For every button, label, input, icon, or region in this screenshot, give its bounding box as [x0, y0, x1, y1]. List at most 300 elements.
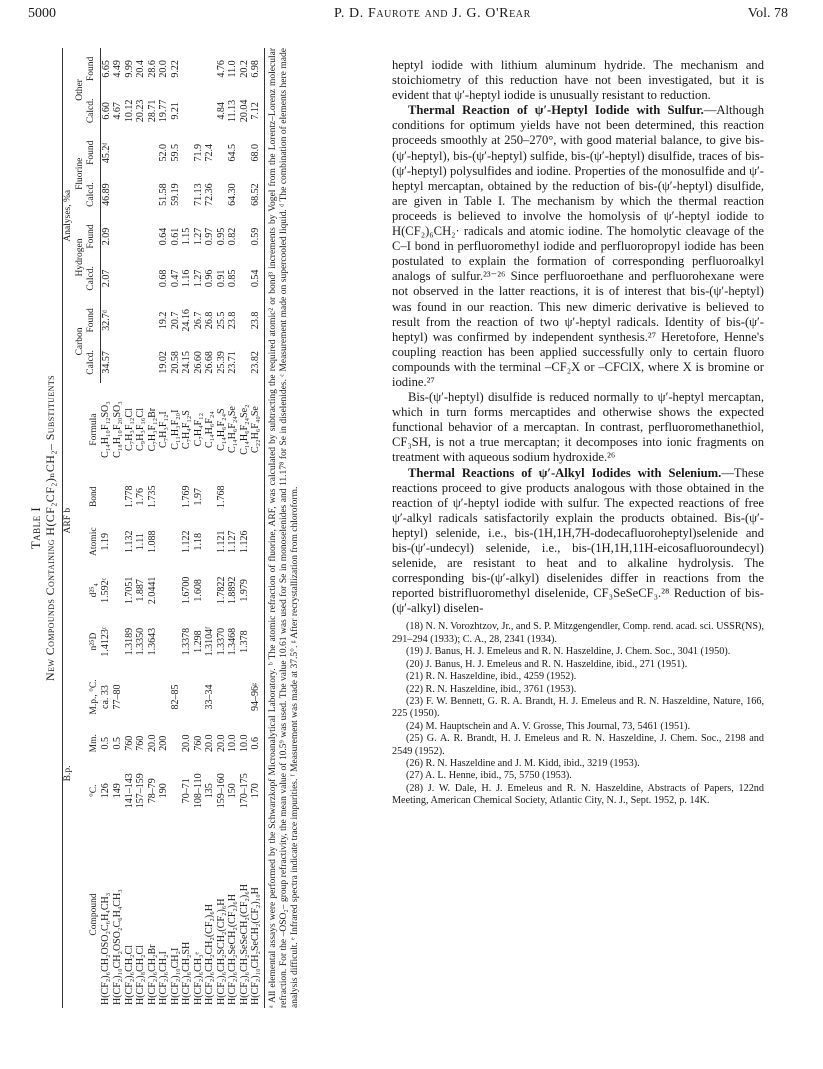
reference-item: (25) G. A. R. Brandt, H. J. Emeleus and R. N. Haszeldine, J. Chem. Soc., 2198 and 2549 (1952). [392, 733, 764, 757]
cell-compound: H(CF₂)₆CH₂I [158, 951, 169, 1005]
cell-nd: 1.4123ᶜ [100, 626, 112, 657]
table-row [227, 48, 239, 1008]
col-found: Found [86, 216, 100, 258]
cell-f-found [239, 132, 251, 174]
cell-mp: 82–85 [169, 684, 181, 710]
cell-formula: C₇H₄F₁₂ [192, 412, 204, 447]
col-bp-group: B.p. [63, 765, 73, 782]
cell-d: 1.7822 [215, 576, 227, 605]
cell-nd [158, 615, 170, 668]
reference-item: (21) R. N. Haszeldine, ibid., 4259 (1952). [406, 671, 577, 683]
cell-f-found [181, 132, 193, 174]
paragraph-selenium-text: —These reactions proceed to give products analogous with those obtained in the reaction of ψ′-heptyl iodide with sulfur. The expected reactions of free ψ′-alkyl radicals satisfactorily explain the products obtained. Bis-(ψ′-heptyl) selenide, i.e., bis-(1H,1H,7H-dodecafluoroheptyl)selenide and bis-(ψ′-undecyl) selenide, i.e., bis-(1H,1H,11H-eicosafluoroundecyl) selenide, are resistant to heat and to alkaline hydrolysis. The corresponding bis-(ψ′-alkyl) diselenides differ in reactions from the reported bistrifluoromethyl diselenide, CF₃SeSeCF₃.²⁸ Reduction of bis-(ψ′-alkyl) diselen- [392, 465, 764, 616]
cell-formula: C₇H₃F₁₂Br [146, 407, 158, 452]
cell-mp: 33–34 [204, 684, 215, 710]
table-title: Table I [28, 506, 43, 550]
cell-o-calcd [181, 90, 193, 132]
cell-atomic: 1.088 [146, 530, 158, 553]
cell-compound: H(CF₂)₆CH₂CH₂(CF₂)₆H [204, 904, 215, 1005]
cell-atomic: 1.18 [192, 532, 204, 551]
cell-o-calcd: 9.21 [169, 102, 181, 120]
cell-c-found: 23.8 [227, 311, 238, 330]
cell-mp: ca. 33 [100, 685, 112, 709]
col-calcd: Calcd. [86, 174, 100, 216]
cell-mp [239, 668, 251, 726]
text-column [392, 58, 764, 808]
cell-h-found: 0.59 [250, 216, 264, 258]
cell-o-calcd: 4.67 [112, 102, 123, 120]
col-found: Found [86, 48, 100, 90]
cell-c-found [124, 299, 136, 341]
col-bp-mm: Mm. [88, 734, 99, 753]
cell-bond: 1.76 [135, 488, 146, 506]
table-row [158, 48, 170, 1008]
cell-mm: 20.0 [146, 734, 158, 752]
cell-bp: 190 [158, 783, 169, 799]
cell-c-found: 25.5 [215, 311, 227, 330]
cell-formula: C₇H₃F₁₂Cl [123, 408, 135, 452]
cell-nd [170, 615, 182, 668]
table-row [147, 48, 159, 1008]
cell-o-found: 9.22 [169, 60, 181, 78]
cell-h-calcd: 0.85 [227, 269, 238, 288]
cell-atomic: 1.132 [123, 530, 135, 553]
cell-bond: 1.768 [215, 485, 227, 508]
cell-h-calcd [135, 257, 147, 299]
col-nd: n²⁵D [88, 632, 99, 651]
cell-d [204, 566, 216, 615]
cell-f-found: 59.5 [169, 144, 181, 162]
cell-c-found: 26.8 [204, 311, 215, 330]
cell-o-calcd: 19.77 [158, 99, 169, 123]
table-row [112, 48, 124, 1008]
paragraph-continuation: heptyl iodide with lithium aluminum hydride. The mechanism and stoichiometry of this reduction have not been investigated, but it is evident that ψ′-heptyl iodide is unusually resistant to reduction. [392, 58, 764, 103]
cell-o-found: 6.98 [250, 48, 264, 90]
cell-o-found: 20.0 [158, 60, 169, 78]
col-mp: M.p., °C. [88, 679, 99, 715]
col-calcd: Calcd. [86, 90, 100, 132]
col-formula: Formula [88, 413, 99, 446]
table-row [193, 48, 205, 1008]
cell-mm: 20.0 [181, 734, 192, 752]
cell-h-found: 0.64 [158, 227, 169, 246]
cell-mm: 760 [135, 735, 146, 751]
cell-nd: 1.3643 [146, 627, 158, 656]
reference-item: (24) M. Hauptschein and A. V. Grosse, This Journal, 73, 5461 (1951). [406, 720, 691, 732]
cell-o-found: 4.49 [112, 60, 123, 78]
cell-c-calcd [239, 341, 251, 383]
references-list [392, 621, 764, 807]
cell-c-calcd: 20.58 [169, 351, 181, 374]
cell-formula: C₁₄H₆F₂₄Se₂ [238, 404, 250, 455]
cell-atomic: 1.19 [100, 532, 112, 551]
cell-compound: H(CF₂)₆CH₂Cl [123, 945, 135, 1005]
cell-d [170, 566, 182, 615]
cell-h-calcd: 0.54 [250, 257, 264, 299]
cell-compound: H(CF₂)₆CH₂SeCH₂(CF₂)₆H [227, 894, 238, 1005]
page-header [28, 6, 788, 30]
cell-o-calcd [193, 90, 205, 132]
cell-f-calcd: 64.30 [227, 183, 238, 206]
table-footnote: ᵃ All elemental assays were performed by the Schwarzkopf Microanalytical Laboratory. ᵇ The atomic refraction of fluorine, ARF, was calculated by subtracting the required atomic² or bond³ increments by Vogel from the Lorentz–Lorenz molecular refraction. For the –OSO₂– group refractivity, the mean value of 10.5⁹ was used. The value 10.61 was used for Se in monoselenides and 11.17⁸ for Se in diselenides. ᶜ Measurement made on supercooled liquid. ᵈ The combination of elements here made analysis difficult. ᵉ Infrared spectra indicate trace impurities. ᶠ Measurement was made at 37.5°. ᵍ After recrystallization from chloroform. [267, 48, 300, 1008]
cell-bp: 159–160 [215, 773, 227, 809]
cell-mm: 0.6 [250, 726, 264, 761]
cell-mp [181, 668, 193, 726]
table-row [124, 48, 136, 1008]
reference-item: (27) A. L. Henne, ibid., 75, 5750 (1953). [406, 770, 572, 782]
cell-h-found: 2.09 [100, 227, 112, 246]
table-row [170, 48, 182, 1008]
cell-f-calcd [147, 174, 159, 216]
cell-bond [204, 476, 216, 518]
cell-bp: 149 [112, 783, 123, 799]
col-ar-atomic: Atomic [88, 527, 99, 556]
cell-bp: 70–71 [181, 778, 192, 804]
cell-formula: C₁₄H₁₀F₁₂SO₃ [100, 401, 112, 458]
cell-d: 1.8892 [227, 576, 238, 605]
cell-compound: H(CF₂)₆CH₂SH [181, 941, 192, 1005]
cell-formula: C₂₂H₆F₄₀Se [250, 383, 264, 475]
cell-atomic [158, 518, 170, 566]
cell-o-calcd: 6.60 [100, 102, 112, 120]
cell-h-calcd: 0.47 [169, 269, 181, 288]
cell-f-calcd [124, 174, 136, 216]
cell-h-calcd: 1.16 [181, 269, 192, 288]
cell-mm: 760 [192, 735, 204, 751]
cell-d: 1.608 [192, 579, 204, 602]
cell-mp [193, 668, 205, 726]
cell-o-calcd: 20.04 [238, 99, 250, 123]
table-body [100, 48, 264, 1008]
cell-nd [112, 615, 124, 668]
cell-bp: 141–143 [123, 773, 135, 809]
cell-bond: 1.769 [181, 485, 192, 508]
table-caption: New Compounds Containing H(CF₂CF₂)ₙCH₂– Substituents [43, 375, 57, 681]
cell-c-calcd: 34.57 [100, 351, 112, 374]
cell-f-calcd [181, 174, 193, 216]
cell-c-calcd [124, 341, 136, 383]
cell-mm: 200 [158, 735, 169, 751]
table-row [181, 48, 193, 1008]
cell-o-found: 20.2 [238, 60, 250, 78]
cell-mm: 0.5 [100, 736, 112, 750]
cell-bp: 157–159 [135, 773, 146, 809]
reference-item: (18) N. N. Vorozhtzov, Jr., and S. P. Mitzgengendler, Comp. rend. acad. sci. USSR(NS), 291–294 (1933); C. A., 28, 2341 (1934). [392, 621, 764, 645]
cell-f-calcd: 72.36 [204, 183, 215, 206]
cell-d: 1.6700 [181, 576, 192, 605]
cell-mm [170, 726, 182, 761]
cell-compound: H(CF₂)₁₀CH₂SeCH₂(CF₂)₁₀H [250, 821, 264, 1008]
cell-bond [227, 476, 239, 518]
paragraph-disulfide: Bis-(ψ′-heptyl) disulfide is reduced normally to ψ′-heptyl mercaptan, which in turn forms mercaptides and otherwise shows the expected functional behavior of a mercaptan. In contrast, perfluoromethanethiol, CF₃SH, is not a true mercaptan; it decomposes into ionic fragments on treatment with aqueous sodium hydroxide.²⁶ [392, 390, 764, 465]
cell-atomic: 1.121 [215, 530, 227, 553]
cell-h-found: 0.97 [204, 227, 215, 246]
cell-h-calcd: 0.68 [158, 269, 169, 288]
cell-mp [135, 668, 147, 726]
cell-c-calcd: 23.82 [250, 341, 264, 383]
cell-c-found [147, 299, 159, 341]
cell-mp: 94–96ᵍ [250, 668, 264, 726]
cell-c-calcd: 24.15 [181, 351, 192, 374]
cell-bond [170, 476, 182, 518]
cell-bp: 126 [100, 783, 112, 799]
cell-atomic [112, 518, 124, 566]
cell-o-found: 9.99 [123, 60, 135, 78]
cell-f-found: 68.0 [250, 132, 264, 174]
cell-h-found [239, 216, 251, 258]
cell-formula: C₁₄H₆F₂₄ [204, 411, 215, 449]
cell-c-calcd: 26.60 [192, 351, 204, 374]
cell-o-calcd: 28.71 [146, 99, 158, 123]
cell-f-found [124, 132, 136, 174]
section-heading-sulfur: Thermal Reaction of ψ′-Heptyl Iodide with Sulfur. [408, 103, 704, 118]
cell-f-calcd [135, 174, 147, 216]
cell-f-found [216, 132, 228, 174]
cell-c-calcd: 25.39 [215, 351, 227, 374]
cell-f-calcd [239, 174, 251, 216]
cell-c-found: 19.2 [158, 311, 169, 330]
col-density: d²⁵₄ [88, 583, 99, 598]
cell-bp: 170–175 [238, 773, 250, 809]
cell-c-found [135, 299, 147, 341]
cell-mp [124, 668, 136, 726]
cell-c-calcd: 19.02 [158, 351, 169, 374]
cell-h-found [147, 216, 159, 258]
volume-label: Vol. 78 [747, 6, 788, 21]
cell-h-found: 1.15 [181, 227, 192, 246]
cell-nd: 1.3189 [123, 627, 135, 656]
cell-nd [250, 615, 264, 668]
cell-atomic [204, 518, 216, 566]
cell-h-found [112, 216, 124, 258]
col-carbon: Carbon [74, 327, 85, 356]
cell-o-calcd: 7.12 [250, 90, 264, 132]
reference-item: (28) J. W. Dale, H. J. Emeleus and R. N. Haszeldine, Abstracts of Papers, 122nd Meeting, American Chemical Society, Atlantic City, N. J., Sept. 1952, p. 14K. [392, 782, 764, 807]
cell-bp: 170 [250, 761, 264, 821]
cell-compound: H(CF₂)₁₀CH₂OSO₂C₆H₄CH₃ [112, 889, 123, 1005]
cell-h-found: 1.27 [192, 227, 204, 246]
cell-h-calcd: 1.27 [192, 269, 204, 288]
cell-f-calcd [112, 174, 124, 216]
cell-f-calcd: 46.89 [100, 183, 112, 206]
cell-compound: H(CF₂)₆CH₂Br [146, 944, 158, 1005]
cell-atomic [250, 518, 264, 566]
cell-nd: 1.3104ᶠ [204, 626, 215, 657]
col-fluorine: Fluorine [74, 157, 85, 190]
cell-nd: 1.3468 [227, 627, 238, 656]
cell-compound: H(CF₂)₆CH₃ᵉ [192, 951, 204, 1005]
cell-c-found: 24.16 [181, 309, 192, 332]
reference-item: (23) F. W. Bennett, G. R. A. Brandt, H. J. Emeleus and R. N. Haszeldine, Nature, 166, 225 (1950). [392, 695, 764, 720]
cell-d: 1.887 [135, 579, 146, 602]
cell-formula: C₉H₃F₁₆Cl [135, 408, 146, 452]
cell-mp [147, 668, 159, 726]
cell-bond [239, 476, 251, 518]
cell-o-calcd: 11.13 [227, 99, 238, 122]
cell-mp [158, 668, 170, 726]
table-row [204, 48, 216, 1008]
cell-f-found [135, 132, 147, 174]
cell-f-found: 45.2ᵈ [100, 142, 112, 164]
cell-bond [250, 476, 264, 518]
cell-h-found: 0.95 [215, 227, 227, 246]
cell-c-found [239, 299, 251, 341]
cell-o-found: 28.6 [146, 60, 158, 78]
cell-d: 2.0441 [146, 576, 158, 605]
cell-formula: C₇H₃F₁₂I [158, 411, 169, 448]
col-found: Found [86, 132, 100, 174]
cell-d: 1.7051 [123, 576, 135, 605]
cell-f-found: 72.4 [204, 144, 215, 162]
col-other: Other [74, 79, 85, 101]
cell-h-calcd: 0.91 [215, 269, 227, 288]
paragraph-selenium-reaction [392, 466, 764, 617]
cell-atomic [170, 518, 182, 566]
cell-c-calcd [135, 341, 147, 383]
cell-mm: 760 [123, 735, 135, 751]
cell-atomic: 1.127 [227, 530, 238, 553]
cell-mp [227, 668, 239, 726]
table-row [239, 48, 251, 1008]
compounds-table [62, 48, 265, 1008]
col-hydrogen: Hydrogen [74, 238, 85, 277]
cell-mp: 77–80 [112, 684, 123, 710]
cell-h-calcd [147, 257, 159, 299]
cell-f-found: 52.0 [158, 144, 169, 162]
cell-f-found: 71.9 [192, 144, 204, 162]
cell-f-calcd: 59.19 [169, 183, 181, 206]
cell-bond [112, 476, 124, 518]
col-found: Found [86, 299, 100, 341]
running-authors: P. D. Faurote and J. G. O'Rear [334, 6, 531, 21]
cell-f-found [147, 132, 159, 174]
cell-o-calcd: 4.84 [215, 102, 227, 120]
cell-f-calcd: 68.52 [250, 174, 264, 216]
cell-o-found: 11.0 [227, 60, 238, 78]
cell-nd: 1.3370 [215, 627, 227, 656]
cell-h-calcd: 0.96 [204, 269, 215, 288]
cell-c-calcd: 23.71 [227, 351, 238, 374]
table-rotated-block [28, 48, 368, 1008]
cell-f-calcd: 51.58 [158, 183, 169, 206]
cell-bp: 150 [227, 783, 238, 799]
cell-nd: 1.3350 [135, 627, 146, 656]
cell-o-found [204, 48, 216, 90]
cell-atomic: 1.11 [135, 533, 146, 551]
cell-formula: C₁₄H₆F₂₄S [215, 408, 227, 451]
table-row [250, 48, 264, 1008]
cell-h-calcd: 2.07 [100, 269, 112, 288]
cell-h-found: 0.82 [227, 227, 238, 246]
cell-h-found [124, 216, 136, 258]
cell-o-calcd: 10.12 [123, 99, 135, 123]
cell-c-calcd [112, 341, 124, 383]
cell-bond [100, 476, 112, 518]
col-ar-group: ARF b [63, 507, 73, 534]
cell-c-found: 20.7 [169, 311, 181, 330]
cell-h-found: 0.61 [169, 227, 181, 246]
cell-mm: 20.0 [204, 734, 215, 752]
reference-item: (26) R. N. Haszeldine and J. M. Kidd, ibid., 3219 (1953). [406, 757, 640, 769]
cell-o-found [181, 48, 193, 90]
cell-f-found [112, 132, 124, 174]
cell-formula: C₁₈H₁₀F₂₀SO₃ [112, 401, 123, 458]
cell-h-calcd [239, 257, 251, 299]
cell-c-found: 26.7 [192, 311, 204, 330]
cell-o-found [193, 48, 205, 90]
cell-c-calcd: 26.68 [204, 351, 215, 374]
paragraph-sulfur-reaction [392, 103, 764, 390]
cell-compound: H(CF₂)₁₀CH₂I [169, 947, 181, 1005]
cell-atomic: 1.126 [238, 530, 250, 553]
cell-o-found: 6.65 [100, 60, 112, 78]
cell-c-found: 32.7ᵈ [100, 310, 112, 331]
cell-c-calcd [147, 341, 159, 383]
col-compound: Compound [88, 893, 99, 936]
cell-compound: H(CF₂)₆CH₂OSO₂C₆H₄CH₃ [100, 892, 112, 1005]
cell-c-found [112, 299, 124, 341]
cell-o-calcd [204, 90, 216, 132]
cell-bond: 1.97 [192, 488, 204, 506]
cell-bp: 78–79 [146, 778, 158, 804]
col-analyses: Analyses, %a [63, 189, 73, 242]
cell-d [250, 566, 264, 615]
rotated-table-region [28, 48, 368, 1008]
cell-h-calcd [112, 257, 124, 299]
cell-c-found: 23.8 [250, 299, 264, 341]
cell-compound: H(CF₂)₈CH₂Cl [135, 945, 146, 1005]
cell-nd: 1.3378 [181, 627, 192, 656]
cell-h-found [135, 216, 147, 258]
cell-o-calcd: 20.23 [135, 99, 146, 123]
cell-o-found: 4.76 [215, 60, 227, 78]
cell-mm: 10.0 [227, 734, 238, 752]
reference-item: (20) J. Banus, H. J. Emeleus and R. N. Haszeldine, ibid., 271 (1951). [406, 658, 688, 670]
cell-mm: 0.5 [112, 736, 123, 750]
cell-nd: 1.298 [192, 630, 204, 653]
col-calcd: Calcd. [86, 257, 100, 299]
cell-f-found: 64.5 [227, 144, 238, 162]
cell-bp: 108–110 [192, 773, 204, 809]
section-heading-selenium: Thermal Reactions of ψ′-Alkyl Iodides with Selenium. [408, 465, 722, 480]
reference-item: (19) J. Banus, H. J. Emeleus and R. N. Haszeldine, J. Chem. Soc., 3041 (1950). [406, 646, 731, 658]
col-bp-c: °C. [88, 784, 99, 797]
table-row [100, 48, 112, 1008]
cell-formula: C₇H₄F₁₂S [181, 410, 192, 450]
col-calcd: Calcd. [86, 341, 100, 383]
cell-atomic: 1.122 [181, 530, 192, 553]
cell-mm: 10.0 [238, 734, 250, 752]
cell-h-calcd [124, 257, 136, 299]
cell-bond: 1.735 [146, 485, 158, 508]
cell-formula: C₁₁H₃F₂₀I [169, 409, 181, 450]
cell-compound: H(CF₂)₆CH₂SeSeCH₂(CF₂)₆H [238, 884, 250, 1005]
page-number: 5000 [28, 6, 56, 21]
cell-bond: 1.778 [123, 485, 135, 508]
cell-bp [170, 761, 182, 821]
paragraph-sulfur-text: —Although conditions for optimum yields have not been determined, this reaction proceeds smoothly at 250–270°, with good material balance, to give bis-(ψ′-heptyl), bis-(ψ′-heptyl) sulfide, bis-(ψ′-heptyl) disulfide, traces of bis-(ψ′-heptyl) polysulfides and iodine. Properties of the monosulfide and ψ′-heptyl mercaptan, obtained by the reduction of bis-(ψ′-heptyl) disulfide, are given in Table I. The mechanism by which the thermal reaction proceeds is believed to involve the homolysis of ψ′-heptyl iodide to H(CF₂)₆CH₂· radicals and atomic iodine. The homolytic cleavage of the C–I bond in perfluoromethyl iodide and perfluoropropyl iodide has been postulated to explain the formation of corresponding perfluoroalkyl analogs of sulfur.²³⁻²⁶ Since perfluoroethane and perfluorohexane were not observed in the latter reactions, it is of interest that bis-(ψ′-heptyl) was found in our reaction. This new dimeric derivative is believed to result from the reaction of two ψ′-heptyl radicals. Identity of bis-(ψ′-heptyl) was confirmed by independent synthesis.²⁷ Heretofore, Henne's coupling reaction has been applied successfully only to certain fluoro compounds with the terminal –CF₂X or –CFClX, where X is bromine or iodine.²⁷ [392, 103, 764, 389]
table-row [135, 48, 147, 1008]
cell-f-calcd [216, 174, 228, 216]
cell-d [158, 566, 170, 615]
cell-nd: 1.378 [238, 630, 250, 653]
cell-d: 1.592ᶜ [100, 577, 112, 603]
cell-compound: H(CF₂)₆CH₂SCH₂(CF₂)₆H [215, 898, 227, 1005]
col-ar-bond: Bond [88, 486, 99, 508]
cell-d [112, 566, 124, 615]
cell-o-found: 20.4 [135, 60, 146, 78]
cell-f-calcd: 71.13 [192, 183, 204, 206]
